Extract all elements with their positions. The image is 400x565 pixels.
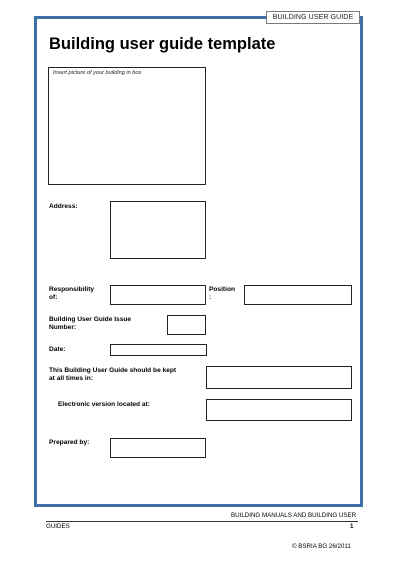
date-label: Date: [49, 346, 66, 353]
responsibility-label [49, 286, 94, 302]
footer-divider [46, 521, 358, 522]
position-label [209, 286, 235, 302]
kept-location-field[interactable] [206, 366, 352, 389]
issue-number-label-line1: Building User Guide Issue [49, 316, 132, 323]
position-label-line2: : [209, 294, 212, 301]
responsibility-label-line1: Responsibility [49, 286, 95, 293]
building-photo-box[interactable] [48, 67, 206, 185]
copyright-notice: © BSRIA BG 26/2011 [292, 543, 351, 550]
photo-box-note: Insert picture of your building in box [53, 70, 142, 76]
date-field[interactable] [110, 344, 207, 356]
footer-series-line1: BUILDING MANUALS AND BUILDING USER [231, 512, 357, 519]
responsibility-field[interactable] [110, 285, 206, 305]
kept-location-label-line2: at all times in: [49, 375, 93, 382]
prepared-by-label: Prepared by: [49, 439, 90, 446]
address-label: Address: [49, 203, 78, 210]
address-field[interactable] [110, 201, 206, 259]
footer-series-line2: GUIDES [46, 523, 70, 530]
position-label-line1: Position [209, 286, 236, 293]
issue-number-label-line2: Number: [49, 324, 77, 331]
electronic-version-label: Electronic version located at: [58, 401, 150, 408]
kept-location-label-line1: This Building User Guide should be kept [49, 367, 177, 374]
issue-number-label [49, 316, 131, 332]
page-number: 1 [350, 523, 354, 530]
issue-number-field[interactable] [167, 315, 206, 335]
prepared-by-field[interactable] [110, 438, 206, 458]
position-field[interactable] [244, 285, 352, 305]
responsibility-label-line2: of: [49, 294, 58, 301]
electronic-version-field[interactable] [206, 399, 352, 421]
kept-location-label [49, 367, 176, 383]
header-tag: BUILDING USER GUIDE [266, 11, 360, 24]
page-title: Building user guide template [49, 35, 276, 53]
